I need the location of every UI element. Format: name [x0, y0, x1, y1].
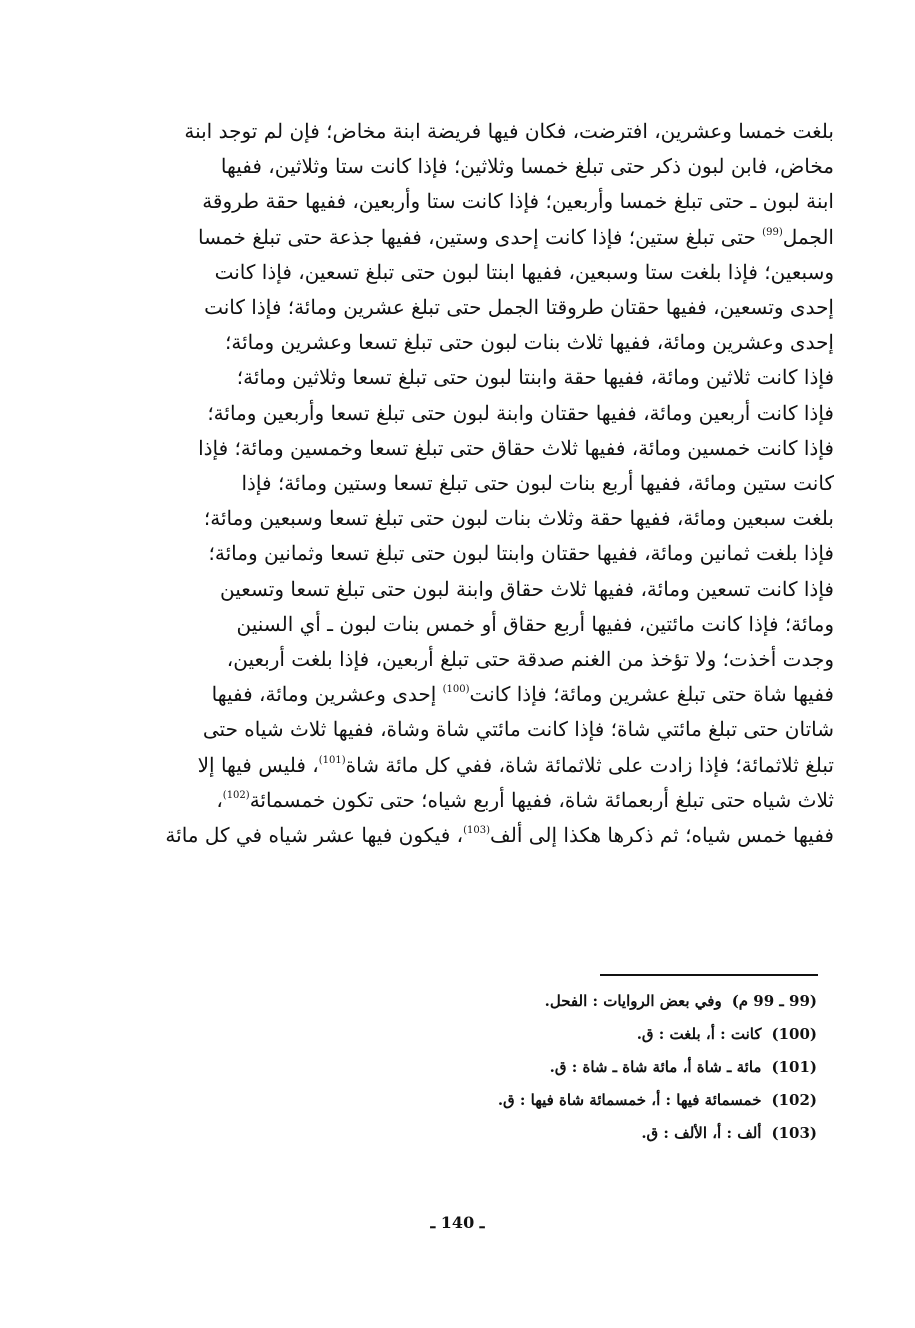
text-line: فإذا كانت أربعين ومائة، ففيها حقتان وابنة لبون حتى تبلغ تسعا وأربعين ومائة؛ [207, 400, 834, 425]
text-line [114, 677, 834, 712]
footnote-ref-100: (100) [442, 684, 470, 696]
text-fragment: تبلغ ثلاثمائة؛ فإذا زادت على ثلاثمائة شاة، ففي كل مائة شاة [345, 752, 834, 777]
footnote-item [257, 985, 817, 1018]
text-fragment: إحدى وعشرين ومائة، ففيها [211, 682, 443, 707]
text-fragment: ففيها خمس شياه؛ ثم ذكرها هكذا إلى ألف [490, 823, 834, 848]
footnote-ref-99: (99) [762, 226, 783, 238]
text-line [114, 220, 834, 255]
text-line: بلغت خمسا وعشرين، افترضت، فكان فيها فريضة ابنة مخاض؛ فإن لم توجد ابنة [184, 119, 834, 143]
main-text [114, 114, 834, 853]
footnotes-list [257, 985, 817, 1150]
footnote-number: (102) [771, 1091, 817, 1109]
footnote-divider [600, 974, 818, 976]
text-line: إحدى وعشرين ومائة، ففيها ثلاث بنات لبون حتى تبلغ تسعا وعشرين ومائة؛ [225, 330, 834, 355]
text-line: فإذا كانت ثلاثين ومائة، ففيها حقة وابنتا لبون حتى تبلغ تسعا وثلاثين ومائة؛ [236, 365, 834, 390]
text-line: ابنة لبون ـ حتى تبلغ خمسا وأربعين؛ فإذا كانت ستا وأربعين، ففيها حقة طروقة [202, 189, 834, 214]
text-fragment: ففيها شاة حتى تبلغ عشرين ومائة؛ فإذا كانت [469, 682, 834, 707]
text-line: فإذا بلغت ثمانين ومائة، ففيها حقتان وابنتا لبون حتى تبلغ تسعا وثمانين ومائة؛ [208, 541, 834, 566]
footnote-text: خمسمائة فيها : أ، خمسمائة شاة فيها : ق. [497, 1091, 762, 1109]
footnote-text: كانت : أ، بلغت : ق. [636, 1025, 762, 1043]
footnote-ref-102: (102) [222, 789, 250, 801]
footnote-number: (101) [771, 1058, 817, 1076]
text-line: فإذا كانت خمسين ومائة، ففيها ثلاث حقاق حتى تبلغ تسعا وخمسين ومائة؛ فإذا [198, 435, 834, 460]
text-fragment: ثلاث شياه حتى تبلغ أربعمائة شاة، ففيها أربع شياه؛ حتى تكون خمسمائة [249, 787, 834, 812]
footnote-number: (99 ـ 99 م) [731, 992, 817, 1010]
footnote-ref-103: (103) [463, 825, 491, 837]
text-line: فإذا كانت تسعين ومائة، ففيها ثلاث حقاق وابنة لبون حتى تبلغ تسعا وتسعين [220, 576, 834, 601]
text-line: وسبعين؛ فإذا بلغت ستا وسبعين، ففيها ابنتا لبون حتى تبلغ تسعين، فإذا كانت [214, 259, 834, 284]
footnote-text: ألف : أ، الألف : ق. [641, 1124, 762, 1142]
text-line [114, 748, 834, 783]
footnote-number: (103) [771, 1124, 817, 1142]
footnote-text: مائة ـ شاة أ، مائة شاة ـ شاة : ق. [549, 1058, 762, 1076]
footnote-item [257, 1117, 817, 1150]
footnote-item [257, 1051, 817, 1084]
text-line [114, 783, 834, 818]
text-fragment: الجمل [782, 224, 834, 249]
page-number: ـ 140 ـ [430, 1213, 485, 1232]
text-fragment: ، [216, 787, 223, 812]
text-line [114, 818, 834, 853]
text-line: بلغت سبعين ومائة، ففيها حقة وثلاث بنات لبون حتى تبلغ تسعا وسبعين ومائة؛ [203, 506, 834, 531]
footnote-item [257, 1084, 817, 1117]
footnote-ref-101: (101) [318, 754, 346, 766]
text-fragment: حتى تبلغ ستين؛ فإذا كانت إحدى وستين، ففيها جذعة حتى تبلغ خمسا [198, 224, 763, 249]
text-line: شاتان حتى تبلغ مائتي شاة؛ فإذا كانت مائتي شاة وشاة، ففيها ثلاث شياه حتى [202, 717, 834, 742]
text-line: إحدى وتسعين، ففيها حقتان طروقتا الجمل حتى تبلغ عشرين ومائة؛ فإذا كانت [204, 295, 834, 320]
text-fragment: ، فليس فيها إلا [197, 752, 319, 777]
text-line: ومائة؛ فإذا كانت مائتين، ففيها أربع حقاق أو خمس بنات لبون ـ أي السنين [236, 611, 834, 636]
text-line: وجدت أخذت؛ ولا تؤخذ من الغنم صدقة حتى تبلغ أربعين، فإذا بلغت أربعين، [226, 647, 834, 672]
footnote-item [257, 1018, 817, 1051]
footnote-text: وفي بعض الروايات : الفحل. [544, 992, 722, 1010]
text-line: كانت ستين ومائة، ففيها أربع بنات لبون حتى تبلغ تسعا وستين ومائة؛ فإذا [241, 471, 834, 496]
footnote-number: (100) [771, 1025, 817, 1043]
text-fragment: ، فيكون فيها عشر شياه في كل مائة [165, 823, 464, 848]
text-line: مخاض، فابن لبون ذكر حتى تبلغ خمسا وثلاثين؛ فإذا كانت ستا وثلاثين، ففيها [220, 154, 834, 179]
